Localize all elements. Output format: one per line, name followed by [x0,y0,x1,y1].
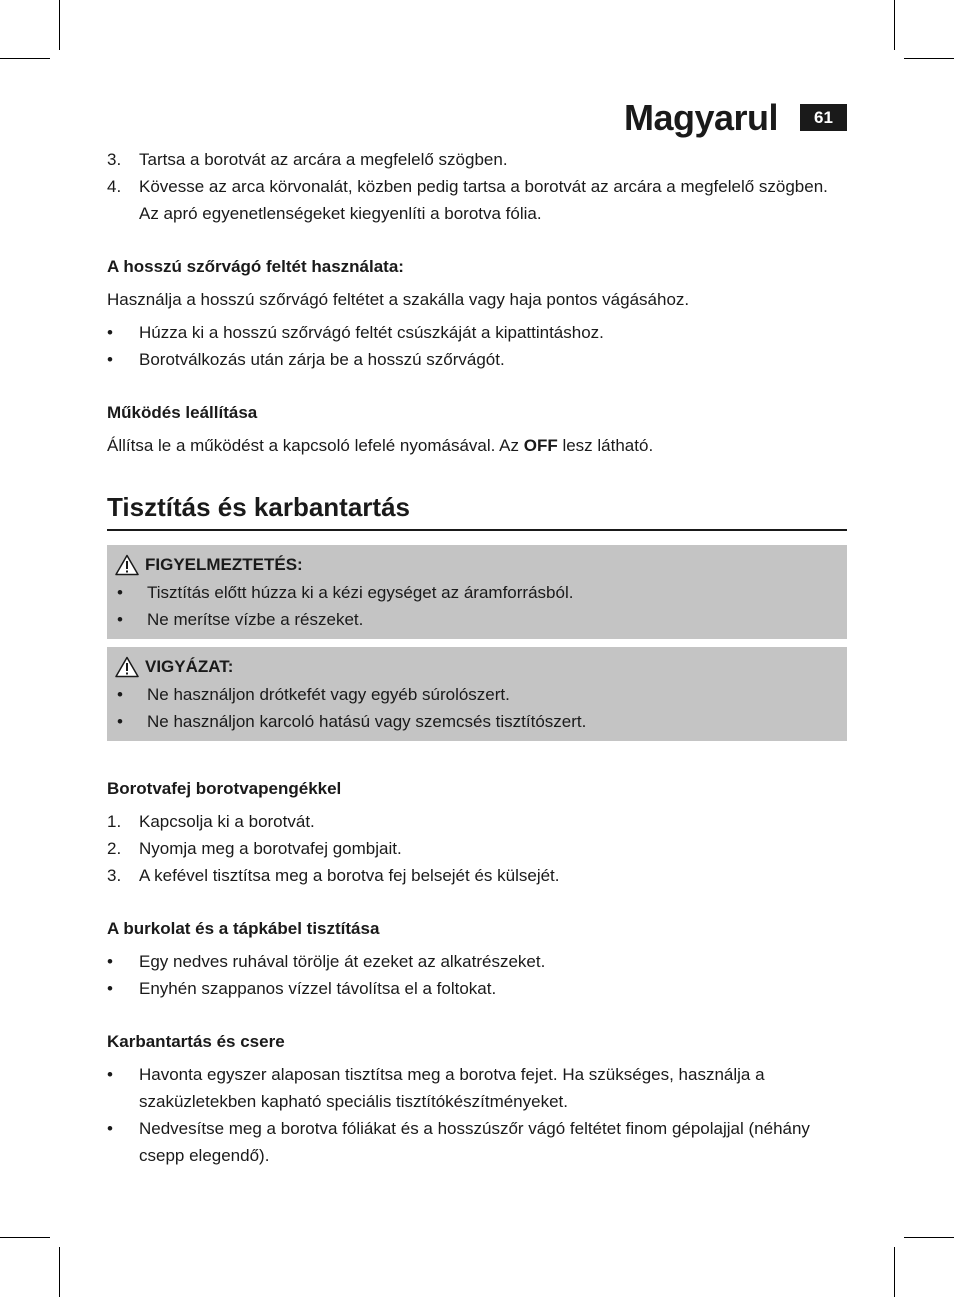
bullet-icon: • [107,1119,113,1138]
bullet-icon: • [117,610,123,629]
bullet-item [107,319,847,346]
crop-mark [59,1247,60,1297]
crop-mark [0,1237,50,1238]
subheading-maintenance: Karbantartás és csere [107,1032,285,1051]
step-number: 4. [107,177,122,196]
bullet-text: Borotválkozás után zárja be a hosszú szőrvágót. [139,350,505,369]
step-text: Kövesse az arca körvonalát, közben pedig tartsa a borotvát az arcára a megfelelő szögben. Az apró egyenetlenségeket kiegyenlíti a borotva fólia. [139,177,828,223]
page-number-badge: 61 [800,104,847,131]
bullet-item [115,681,837,708]
subheading-stop-operation: Működés leállítása [107,403,258,422]
bullet-item [115,708,837,735]
bullet-icon: • [117,583,123,602]
page-content [107,146,847,1169]
warning-box [107,545,847,639]
subheading-housing-cable: A burkolat és a tápkábel tisztítása [107,919,380,938]
off-label: OFF [523,436,558,455]
step-number: 3. [107,866,122,885]
step-text: A kefével tisztítsa meg a borotva fej belsejét és külsejét. [139,866,560,885]
bullet-text: Ne merítse vízbe a részeket. [147,610,364,629]
subheading-long-trimmer: A hosszú szőrvágó feltét használata: [107,257,404,276]
warning-triangle-icon [115,554,139,576]
numbered-step [107,173,847,227]
bullet-text: Tisztítás előtt húzza ki a kézi egységet az áramforrásból. [147,583,574,602]
bullet-item [115,579,837,606]
numbered-step [107,835,847,862]
crop-mark [894,1247,895,1297]
caution-box [107,647,847,741]
bullet-text: Ne használjon karcoló hatású vagy szemcsés tisztítószert. [147,712,587,731]
step-text: Kapcsolja ki a borotvát. [139,812,315,831]
bullet-icon: • [117,685,123,704]
warning-heading [115,551,837,579]
bullet-item [115,606,837,633]
bullet-text: Egy nedves ruhával törölje át ezeket az alkatrészeket. [139,952,546,971]
crop-mark [904,1237,954,1238]
step-text: Nyomja meg a borotvafej gombjait. [139,839,402,858]
crop-mark [59,0,60,50]
caution-heading-text: VIGYÁZAT: [145,657,234,676]
page-title: Magyarul [623,97,778,138]
bullet-text: Enyhén szappanos vízzel távolítsa el a foltokat. [139,979,497,998]
bullet-text: Nedvesítse meg a borotva fóliákat és a hosszúszőr vágó feltétet finom gépolajjal (néhány csepp elegendő). [139,1119,810,1165]
warning-heading-text: FIGYELMEZTETÉS: [145,555,303,574]
bullet-icon: • [107,323,113,342]
bullet-icon: • [117,712,123,731]
paragraph-text: Állítsa le a működést a kapcsoló lefelé nyomásával. Az [107,436,524,455]
warning-triangle-icon [115,656,139,678]
crop-mark [0,58,50,59]
bullet-item [107,1115,847,1169]
paragraph-text: lesz látható. [557,436,654,455]
numbered-step [107,862,847,889]
paragraph [107,432,847,459]
bullet-text: Havonta egyszer alaposan tisztítsa meg a borotva fejet. Ha szükséges, használja a szaküzletekben kapható speciális tisztítókészítményeket. [139,1065,765,1111]
bullet-icon: • [107,1065,113,1084]
bullet-icon: • [107,979,113,998]
crop-mark [894,0,895,50]
bullet-item [107,1061,847,1115]
numbered-step [107,146,847,173]
bullet-text: Ne használjon drótkefét vagy egyéb súrolószert. [147,685,510,704]
step-number: 2. [107,839,122,858]
bullet-icon: • [107,350,113,369]
numbered-step [107,808,847,835]
bullet-icon: • [107,952,113,971]
subheading-shaver-head: Borotvafej borotvapengékkel [107,779,342,798]
section-title: Tisztítás és karbantartás [107,489,847,531]
bullet-item [107,346,847,373]
paragraph: Használja a hosszú szőrvágó feltétet a szakálla vagy haja pontos vágásához. [107,290,690,309]
step-text: Tartsa a borotvát az arcára a megfelelő szögben. [139,150,508,169]
step-number: 1. [107,812,122,831]
bullet-item [107,975,847,1002]
caution-heading [115,653,837,681]
bullet-item [107,948,847,975]
crop-mark [904,58,954,59]
bullet-text: Húzza ki a hosszú szőrvágó feltét csúszkáját a kipattintáshoz. [139,323,604,342]
step-number: 3. [107,150,122,169]
